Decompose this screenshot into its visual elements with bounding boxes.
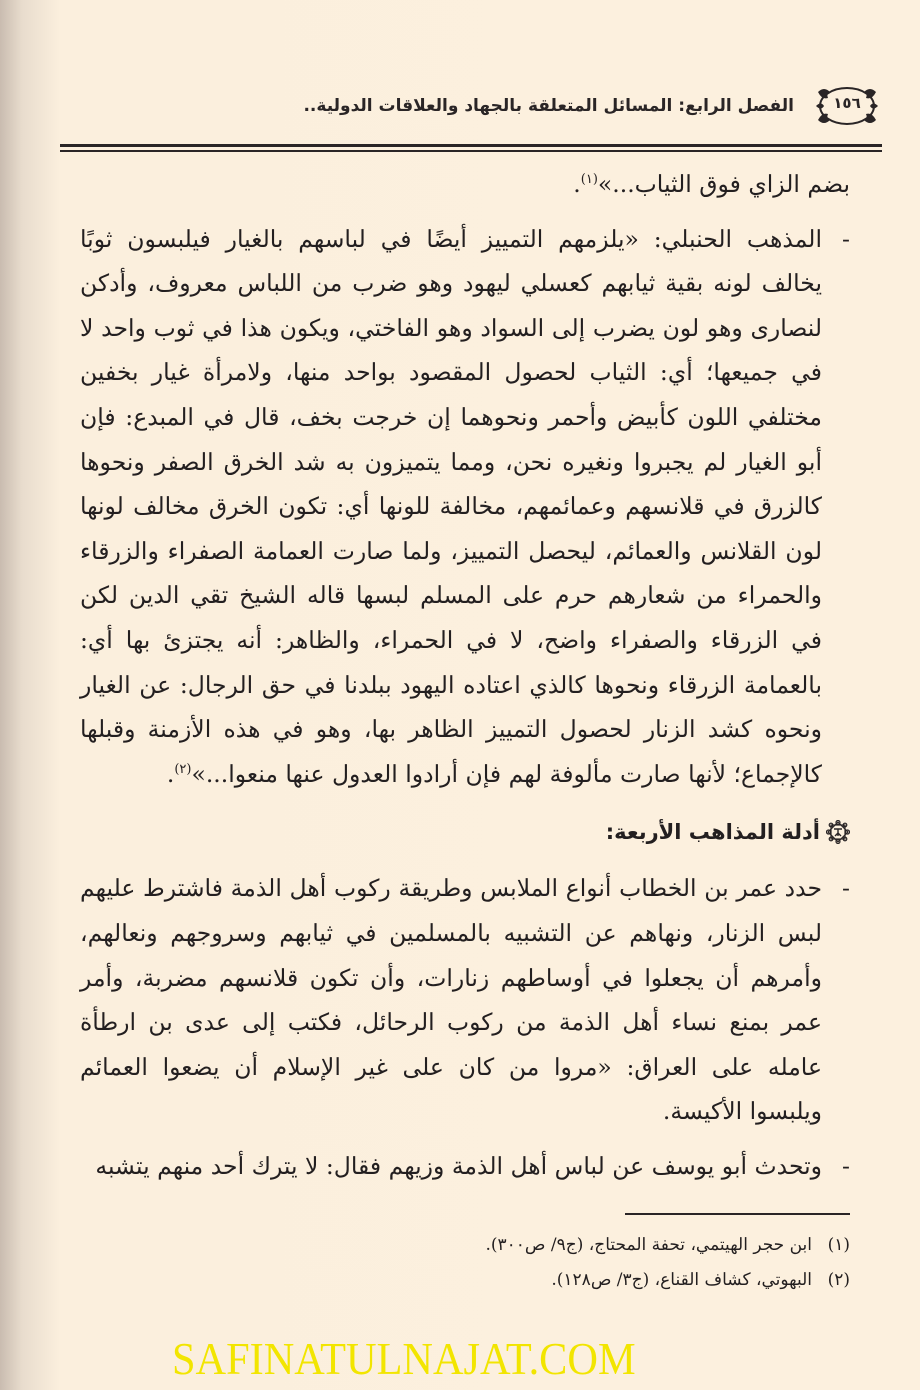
section-heading bbox=[80, 812, 850, 852]
header-rule-thin bbox=[60, 150, 882, 152]
footnote-number: (١) bbox=[827, 1235, 850, 1255]
footnote-separator bbox=[625, 1213, 850, 1215]
bullet-dash: - bbox=[842, 224, 850, 253]
footnote-1 bbox=[80, 1228, 850, 1263]
footnote-text: ابن حجر الهيتمي، تحفة المحتاج، (ج٩/ ص٣٠٠). bbox=[485, 1235, 812, 1255]
page-number-badge bbox=[812, 84, 882, 128]
bullet-dash: - bbox=[842, 874, 850, 903]
bullet-dash: - bbox=[842, 1151, 850, 1180]
page-number: ١٥٦ bbox=[833, 94, 861, 112]
paragraph-end: . bbox=[166, 759, 175, 788]
octagram-ornament-icon bbox=[826, 820, 850, 844]
footnote-ref: (٢) bbox=[174, 761, 192, 777]
paragraph-text: حدد عمر بن الخطاب أنواع الملابس وطريقة ركوب أهل الذمة فاشترط عليهم لبس الزنار، ونهاهم عن التشبيه بالمسلمين في ثيابهم وسروجهم ونعالهم، وأمرهم أن يجعلوا في أوساطهم زنارات، وأن تكون قلانسهم مضربة، وأمر عمر بمنع نساء أهل الذمة من ركوب الرحائل، فكتب إلى عدى بن ارطأة عامله على العراق: «مروا من كان على غير الإسلام أن يضعوا العمائم ويلبسوا الأكيسة. bbox=[80, 874, 822, 1126]
page-header bbox=[60, 82, 882, 144]
abu-yusuf-paragraph bbox=[80, 1144, 850, 1189]
heading-text: أدلة المذاهب الأربعة: bbox=[605, 820, 820, 845]
paragraph-text: المذهب الحنبلي: «يلزمهم التمييز أيضًا في لباسهم بالغيار فيلبسون ثوبًا يخالف لونه بقية ثيابهم كعسلي ليهود وهو ضرب من اللباس معروف، وأدكن لنصارى وهو لون يضرب إلى السواد وهو الفاختي، ويكون هذا في ثوب واحد لا في جميعها؛ أي: الثياب لحصول المقصود بواحد منها، ولامرأة غيار بخفين مختلفي اللون كأبيض وأحمر ونحوهما إن خرجت بخف، قال في المبدع: فإن أبو الغيار لم يجبروا ونغيره نحن، ومما يتميزون به شد الخرق الصفر ونحوها كالزرق في قلانسهم وعمائمهم، مخالفة للونها أي: تكون الخرق مخالف لونها لون القلانس والعمائم، ليحصل التمييز، ولما صارت العمامة الصفراء والزرقاء والحمراء من شعارهم حرم على المسلم لبسها قاله الشيخ تقي الدين لكن في الزرقاء والصفراء واضح، لا في الحمراء، والظاهر: أنه يجتزئ بها أي: بالعمامة الزرقاء ونحوها كالذي اعتاده اليهود ببلدنا في حق الرجال: عن الغيار ونحوه كشد الزنار لحصول التمييز الظاهر بها، وهو في هذه الأزمنة وقبلها كالإجماع؛ لأنها صارت مألوفة لهم فإن أرادوا العدول عنها منعوا...» bbox=[80, 224, 822, 788]
footnote-text: البهوتي، كشاف القناع، (ج٣/ ص١٢٨). bbox=[551, 1270, 812, 1290]
footnotes bbox=[80, 1228, 850, 1298]
header-rule-thick bbox=[60, 144, 882, 147]
main-text bbox=[80, 162, 850, 1198]
footnote-2 bbox=[80, 1263, 850, 1298]
running-title: الفصل الرابع: المسائل المتعلقة بالجهاد والعلاقات الدولية.. bbox=[303, 96, 794, 116]
footnote-number: (٢) bbox=[827, 1270, 850, 1290]
paragraph-end: . bbox=[573, 170, 581, 198]
paragraph-text: وتحدث أبو يوسف عن لباس أهل الذمة وزيهم فقال: لا يترك أحد منهم يتشبه bbox=[95, 1151, 822, 1180]
continuation-paragraph bbox=[80, 162, 850, 207]
watermark: SAFINATULNAJAT.COM bbox=[172, 1333, 636, 1384]
footnote-ref: (١) bbox=[580, 172, 598, 188]
umar-paragraph bbox=[80, 866, 850, 1134]
hanbali-paragraph bbox=[80, 217, 850, 797]
paragraph-text: بضم الزاي فوق الثياب...» bbox=[597, 170, 850, 198]
